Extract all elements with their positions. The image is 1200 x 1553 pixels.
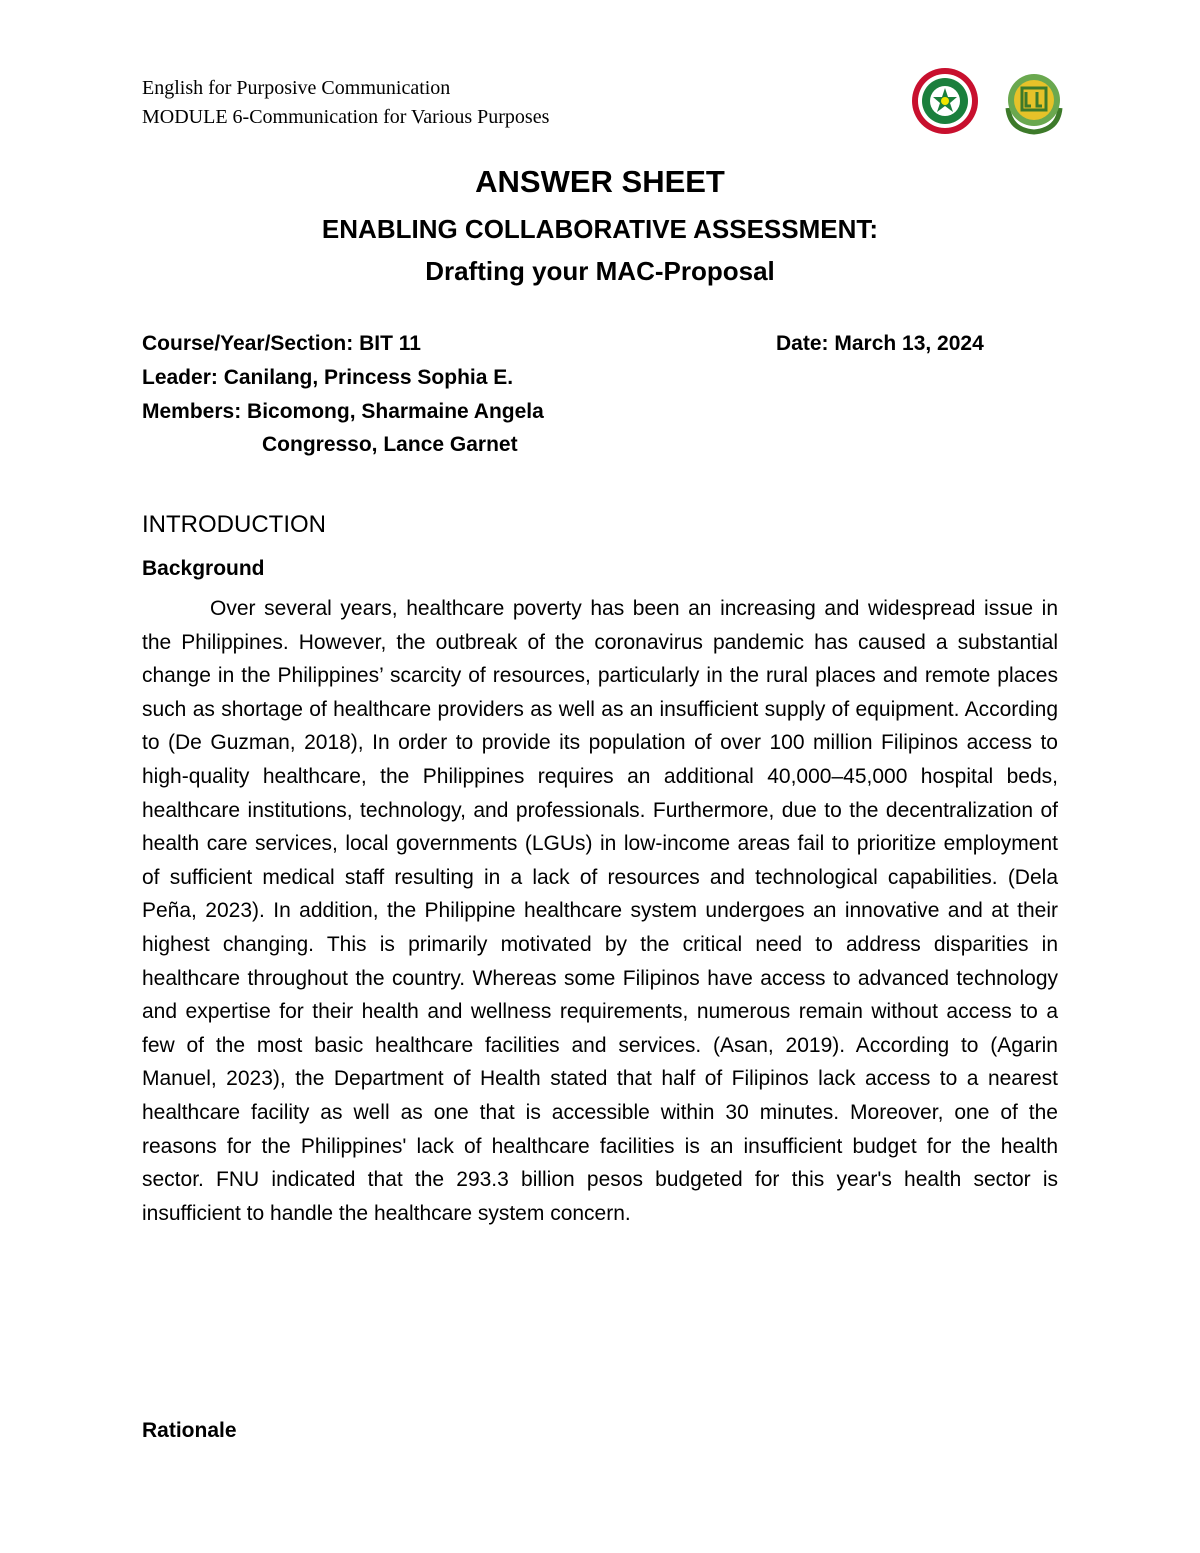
college-seal-logo [1000,68,1068,136]
logo-group [910,66,1070,136]
university-seal-logo [910,66,980,136]
answer-sheet-title: ANSWER SHEET [475,164,725,199]
leader: Leader: Canilang, Princess Sophia E. [142,366,514,389]
course-section: Course/Year/Section: BIT 11 [142,332,421,355]
members: Members: Bicomong, Sharmaine Angela [142,400,544,423]
background-heading: Background [142,557,265,580]
proposal-subtitle: Drafting your MAC-Proposal [425,256,775,286]
member-second: Congresso, Lance Garnet [262,433,518,456]
course-title: English for Purposive Communication [142,77,451,99]
introduction-heading: INTRODUCTION [142,511,326,538]
background-paragraph: Over several years, healthcare poverty has been an increasing and widespread issue in the Philippines. However, the outbreak of the coronavirus pandemic has caused a substantial change in the Philippines’ scarcity of resources, particularly in the rural places and remote places such as shortage of healthcare providers as well as an insufficient supply of equipment. According to (De Guzman, 2018), In order to provide its population of over 100 million Filipinos access to high-quality healthcare, the Philippines requires an additional 40,000–45,000 hospital beds, healthcare institutions, technology, and professionals. Furthermore, due to the decentralization of health care services, local governments (LGUs) in low-income areas fail to prioritize employment of sufficient medical staff resulting in a lack of resources and technological capabilities. (Dela Peña, 2023). In addition, the Philippine healthcare system undergoes an innovative and at their highest changing. This is primarily motivated by the critical need to address disparities in healthcare throughout the country. Whereas some Filipinos have access to advanced technology and expertise for their health and wellness requirements, numerous remain without access to a few of the most basic healthcare facilities and services. (Asan, 2019). According to (Agarin Manuel, 2023), the Department of Health stated that half of Filipinos lack access to a nearest healthcare facility as well as one that is accessible within 30 minutes. Moreover, one of the reasons for the Philippines' lack of healthcare facilities is an insufficient budget for the health sector. FNU indicated that the 293.3 billion pesos budgeted for this year's health sector is insufficient to handle the healthcare system concern. [142,597,1058,1225]
document-header [142,74,549,132]
module-title: MODULE 6-Communication for Various Purposes [142,106,550,128]
date: Date: March 13, 2024 [776,332,984,355]
assessment-title: ENABLING COLLABORATIVE ASSESSMENT: [321,214,879,244]
rationale-heading: Rationale [142,1419,237,1442]
